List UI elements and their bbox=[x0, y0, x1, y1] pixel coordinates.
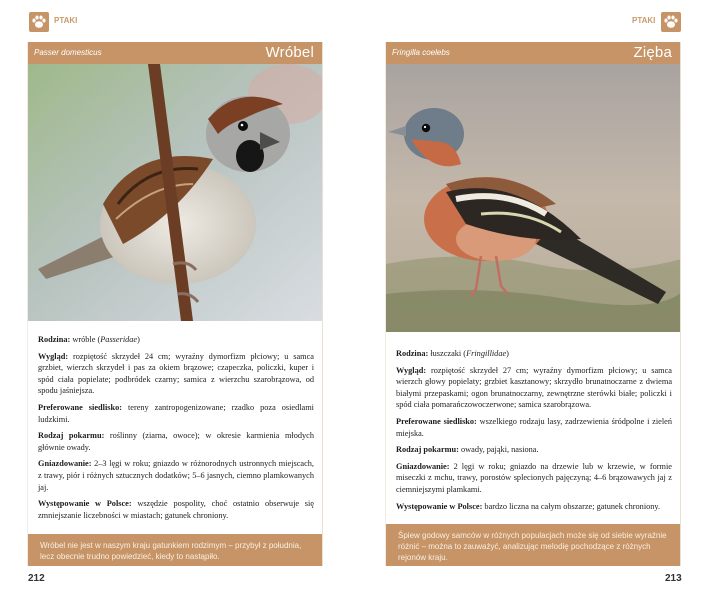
paragraph-habitat: Preferowane siedlisko: tereny zantropogenizowane; rzadko poza osiedlami ludzkimi. bbox=[38, 402, 314, 424]
page-number: 212 bbox=[28, 573, 45, 584]
paragraph-appearance: Wygląd: rozpiętość skrzydeł 24 cm; wyraźny dymorfizm płciowy; u samca grzbiet, wierzch skrzydeł i pas za okiem brązowe; czapeczka, policzki, kuper i spód ciała popielate; podbródek czarny; samica z wierzchu szarobrązowa, od spodu jaśniejsza. bbox=[38, 351, 314, 396]
paragraph-occurrence: Występowanie w Polsce: wszędzie pospolity, choć ostatnio obserwuje się zmniejszanie liczebności w miastach; gatunek chroniony. bbox=[38, 499, 314, 520]
fact-note: Wróbel nie jest w naszym kraju gatunkiem rodzimym – przybył z południa, lecz obecnie trudno powiedzieć, kiedy to nastąpiło. bbox=[28, 534, 322, 566]
paragraph-nesting: Gniazdowanie: 2 lęgi w roku; gniazdo na drzewie lub w krzewie, w formie miseczki z mchu, trawy, porostów splecionych pajęczyną; 4–6 brązowawych jaj z ciemniejszymi plamkami. bbox=[396, 461, 672, 494]
species-name: Zięba bbox=[633, 44, 672, 61]
section-label: PTAKI bbox=[54, 16, 78, 25]
paragraph-nesting: Gniazdowanie: 2–3 lęgi w roku; gniazdo w różnorodnych ustronnych miejscach, z trawy, piór i różnych sztucznych dodatków; 5–6 jasnych, ciemno plamkowanych jaj. bbox=[38, 459, 314, 492]
species-header bbox=[386, 42, 680, 64]
latin-name: Passer domesticus bbox=[34, 48, 102, 57]
chaffinch-photo bbox=[386, 64, 680, 332]
paragraph-food: Rodzaj pokarmu: owady, pająki, nasiona. bbox=[396, 445, 539, 455]
paragraph-family: Rodzina: łuszczaki (Fringillidae) bbox=[396, 349, 509, 358]
sparrow-photo bbox=[28, 64, 322, 321]
section-label: PTAKI bbox=[632, 16, 656, 25]
paragraph-food: Rodzaj pokarmu: roślinny (ziarna, owoce); w okresie karmienia młodych głównie owady. bbox=[38, 431, 314, 452]
paw-icon bbox=[661, 12, 681, 32]
paragraph-occurrence: Występowanie w Polsce: bardzo liczna na całym obszarze; gatunek chroniony. bbox=[396, 501, 661, 511]
paragraph-habitat: Preferowane siedlisko: wszelkiego rodzaju lasy, zadrzewienia śródpolne i zieleń miejska. bbox=[396, 416, 672, 438]
paragraph-appearance: Wygląd: rozpiętość skrzydeł 27 cm; wyraźny dymorfizm płciowy; u samca wierzch głowy popielaty; grzbiet kasztanowy; skrzydło brunatnoczarne z dwiema białymi przepaskami; ogon brunatnoczarny, zewnętrzne sterówki białe; policzki i spód ciała pomarańczowoczerwone; samica szarobrązowa. bbox=[396, 365, 672, 410]
latin-name: Fringilla coelebs bbox=[392, 48, 450, 57]
paw-icon bbox=[29, 12, 49, 32]
fact-note: Śpiew godowy samców w różnych populacjach może się od siebie wyraźnie różnić – można to zauważyć, analizując melodię pochodzące z różnych rejonów kraju. bbox=[386, 524, 680, 566]
species-header bbox=[28, 42, 322, 64]
species-name: Wróbel bbox=[265, 44, 314, 61]
species-card-chaffinch bbox=[385, 42, 681, 566]
species-card-sparrow bbox=[27, 42, 323, 566]
page-number: 213 bbox=[665, 573, 682, 584]
species-description bbox=[38, 334, 314, 526]
paragraph-family: Rodzina: wróble (Passeridae) bbox=[38, 335, 140, 344]
species-description bbox=[396, 348, 672, 517]
